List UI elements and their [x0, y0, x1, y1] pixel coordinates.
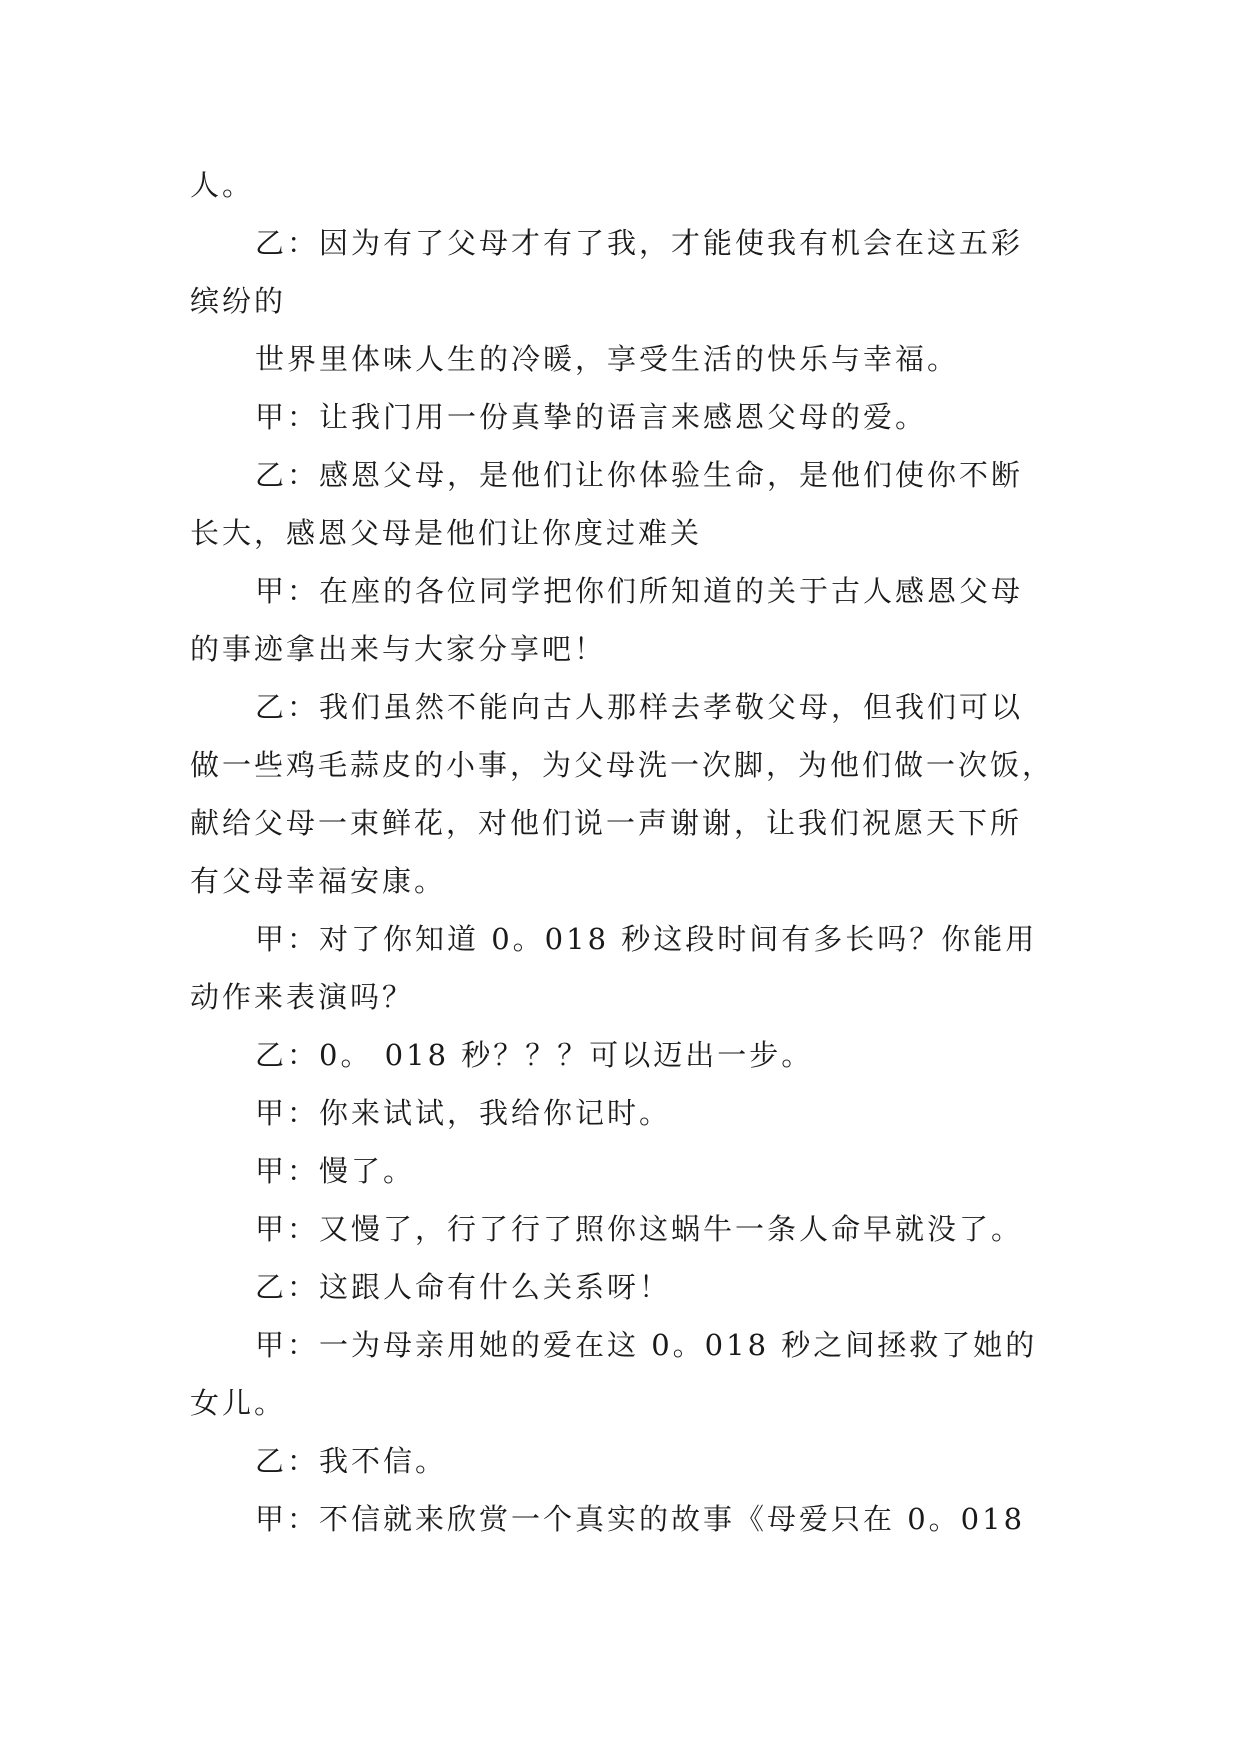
text-line: 甲：又慢了，行了行了照你这蜗牛一条人命早就没了。: [255, 1212, 1024, 1246]
text-line: 人。: [190, 168, 255, 202]
text-line: 有父母幸福安康。: [190, 864, 447, 898]
text-line: 甲：对了你知道 0。018 秒这段时间有多长吗？你能用: [255, 922, 1038, 956]
text-line: 甲：你来试试，我给你记时。: [255, 1096, 672, 1130]
text-line: 甲：让我门用一份真挚的语言来感恩父母的爱。: [255, 400, 928, 434]
text-line: 做一些鸡毛蒜皮的小事，为父母洗一次脚，为他们做一次饭，: [190, 748, 1055, 782]
text-line: 女儿。: [190, 1386, 287, 1420]
text-line: 乙：我不信。: [255, 1444, 448, 1478]
text-line: 动作来表演吗？: [190, 980, 415, 1014]
text-line: 乙：这跟人命有什么关系呀！: [255, 1270, 672, 1304]
text-line: 世界里体味人生的冷暖，享受生活的快乐与幸福。: [255, 342, 960, 376]
text-line: 献给父母一束鲜花，对他们说一声谢谢，让我们祝愿天下所: [190, 806, 1023, 840]
text-line: 乙：我们虽然不能向古人那样去孝敬父母，但我们可以: [255, 690, 1024, 724]
text-line: 乙：因为有了父母才有了我，才能使我有机会在这五彩: [255, 226, 1024, 260]
text-line: 甲：一为母亲用她的爱在这 0。018 秒之间拯救了她的: [255, 1328, 1038, 1362]
text-line: 缤纷的: [190, 284, 287, 318]
text-line: 甲：慢了。: [255, 1154, 416, 1188]
text-line: 长大，感恩父母是他们让你度过难关: [190, 516, 703, 550]
text-line: 乙：感恩父母，是他们让你体验生命，是他们使你不断: [255, 458, 1024, 492]
text-line: 甲：在座的各位同学把你们所知道的关于古人感恩父母: [255, 574, 1024, 608]
text-line: 甲：不信就来欣赏一个真实的故事《母爱只在 0。018: [255, 1502, 1026, 1536]
text-line: 的事迹拿出来与大家分享吧！: [190, 632, 607, 666]
text-line: 乙：0。 018 秒？？？可以迈出一步。: [255, 1038, 814, 1072]
